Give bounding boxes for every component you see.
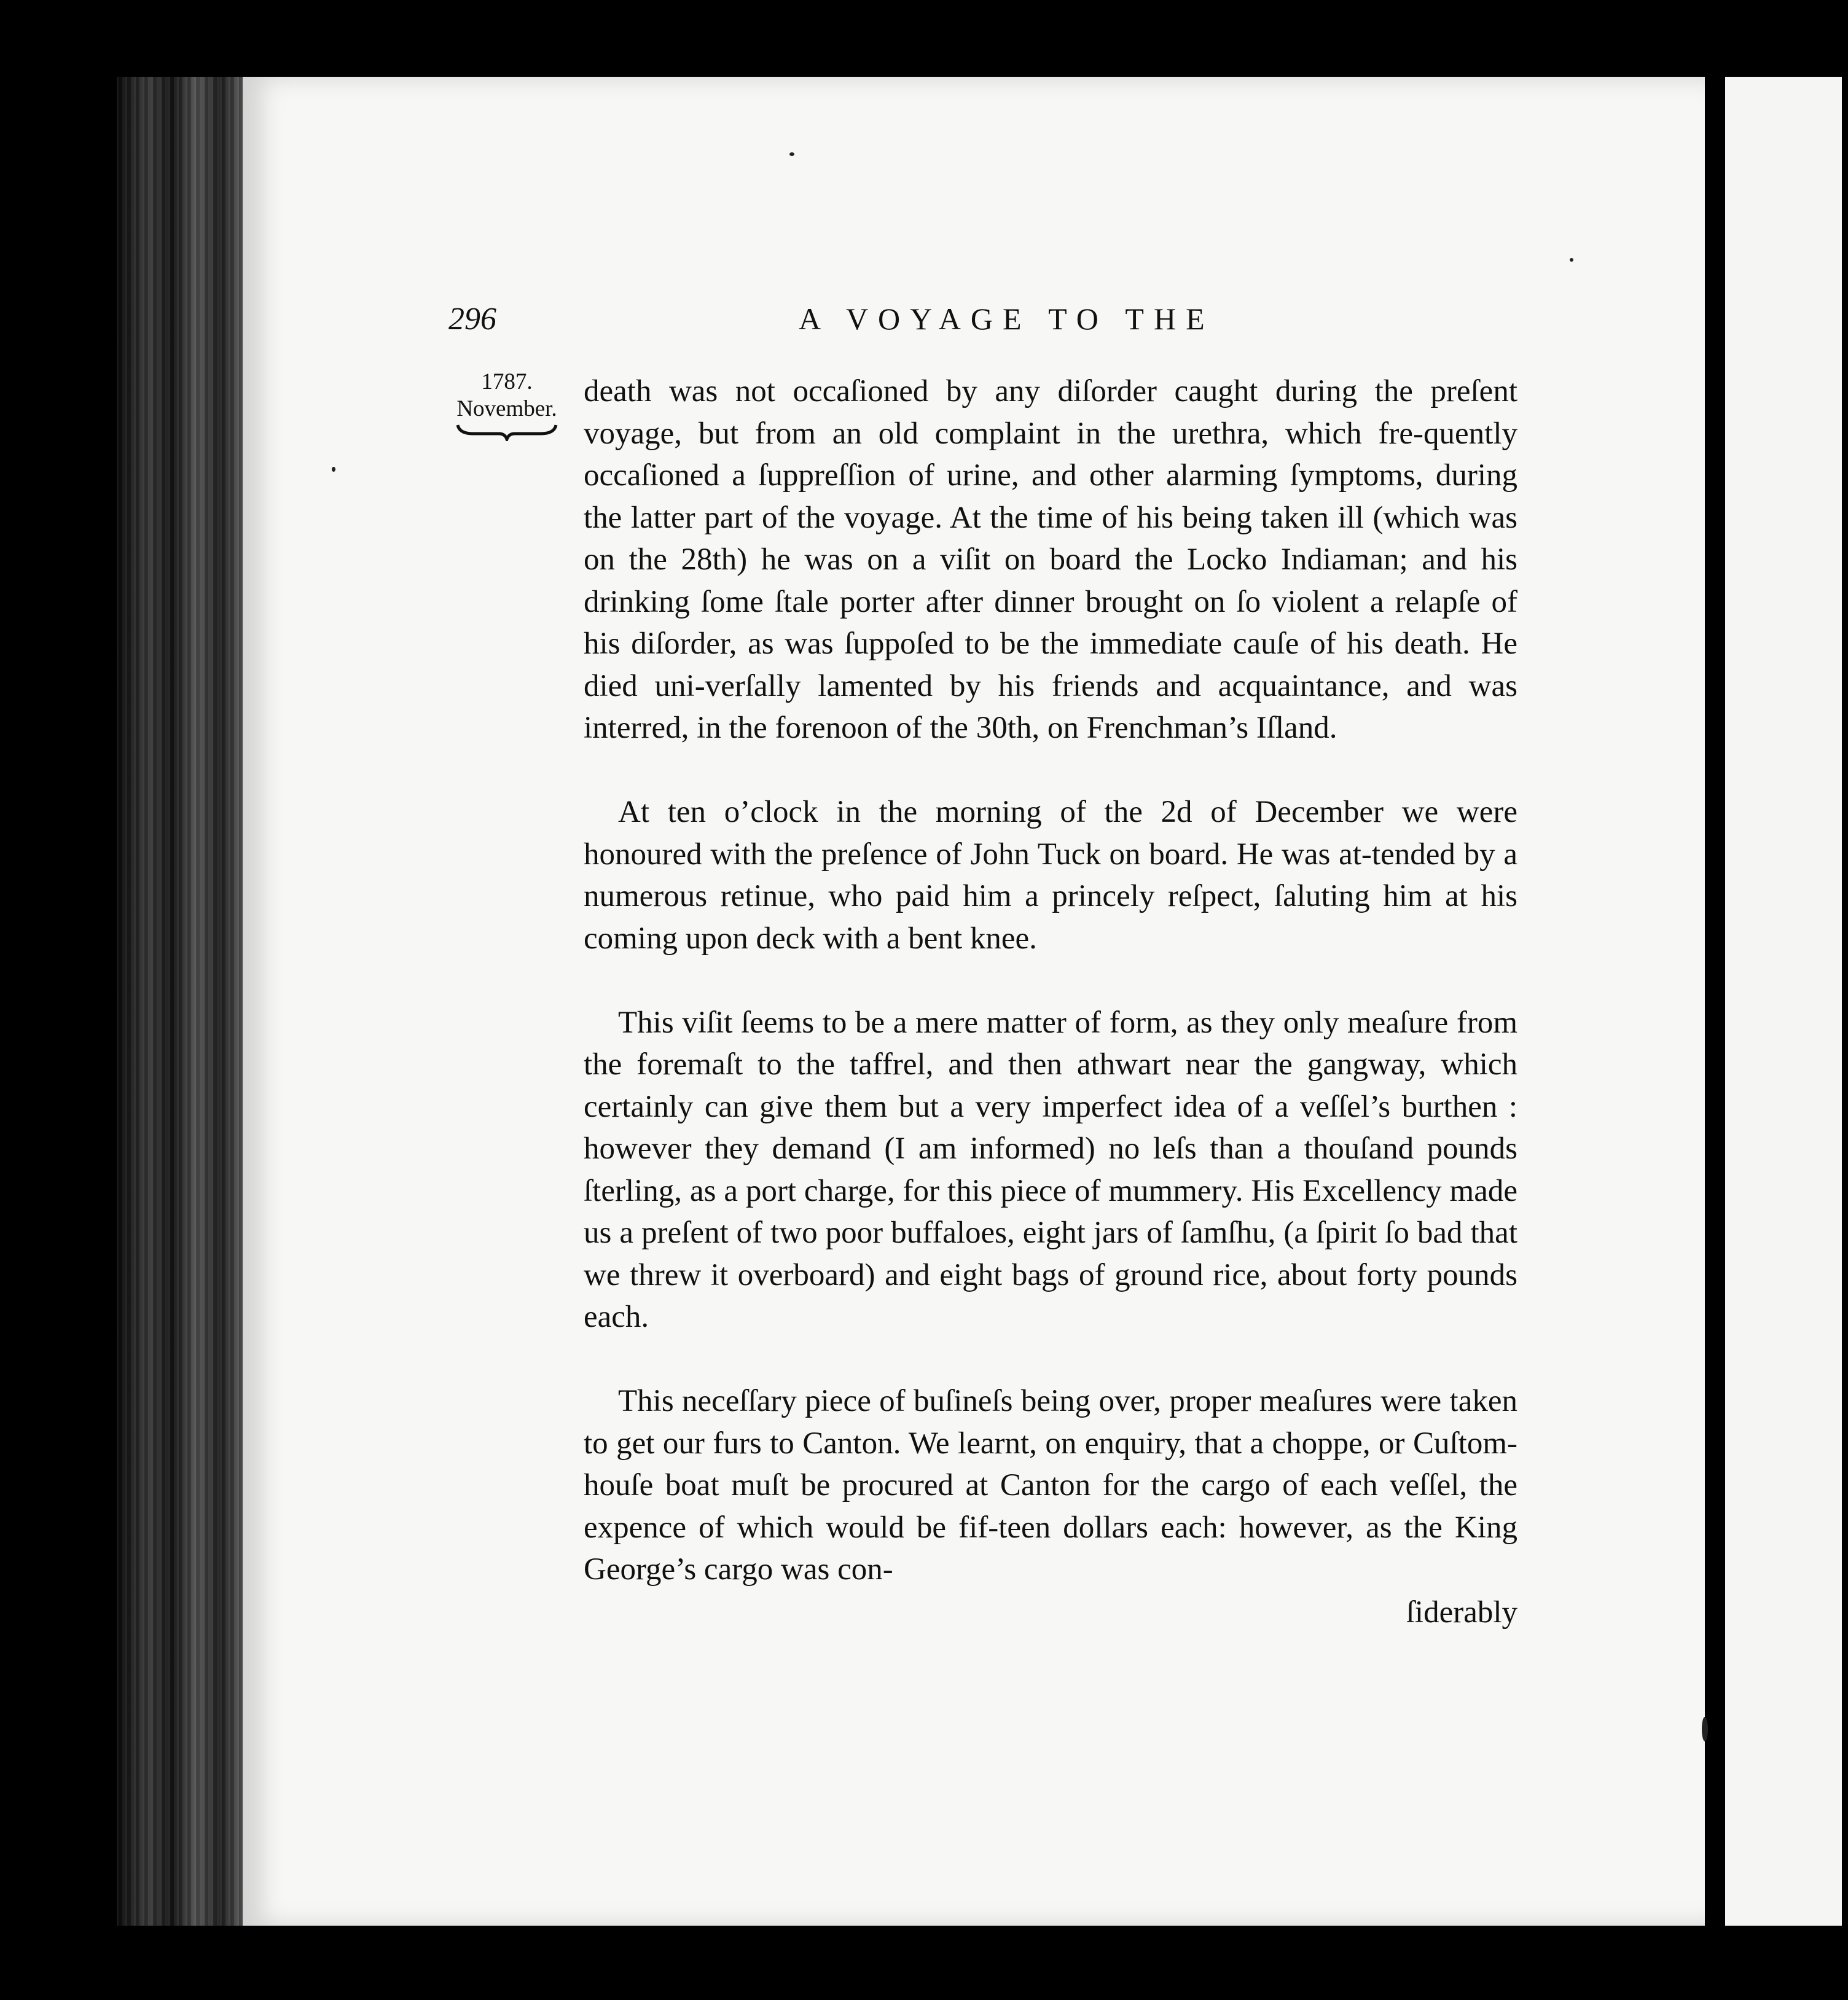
paragraph: This neceſſary piece of buſineſs being over, proper meaſures were taken to get our furs to Canton. We learnt, on enquiry, that a choppe, or Cuſtom-houſe boat muſt be procured at Canton for the cargo of each veſſel, the expence of which would be fif-teen dollars each: however, as the King George’s cargo was con- bbox=[584, 1384, 1517, 1587]
body-text bbox=[584, 370, 1517, 1630]
margin-date-note bbox=[452, 369, 562, 441]
page-header bbox=[448, 301, 1524, 356]
page-number: 296 bbox=[448, 302, 496, 337]
scan-speck bbox=[1702, 1717, 1708, 1741]
brace-ornament bbox=[455, 423, 559, 441]
scan-speck bbox=[789, 152, 794, 156]
paragraph: death was not occaſioned by any diſorder caught during the preſent voyage, but from an old complaint in the urethra, which fre-quently occaſioned a ſuppreſſion of urine, and other alarming ſymptoms, during the latter part of the voyage. At the time of his being taken ill (which was on the 28th) he was on a viſit on board the Locko Indiaman; and his drinking ſome ſtale porter after dinner brought on ſo violent a relapſe of his diſorder, as was ſuppoſed to be the immediate cauſe of his death. He died uni-verſally lamented by his friends and acquaintance, and was interred, in the forenoon of the 30th, on Frenchman’s Iſland. bbox=[584, 374, 1517, 745]
running-title: A VOYAGE TO THE bbox=[799, 302, 1215, 336]
scan-speck bbox=[1570, 258, 1573, 262]
sidenote-year: 1787. bbox=[481, 369, 533, 394]
paragraph: At ten o’clock in the morning of the 2d of December we were honoured with the preſence of John Tuck on board. He was at-tended by a numerous retinue, who paid him a princely reſpect, ſaluting him at his coming upon deck with a bent knee. bbox=[584, 795, 1517, 956]
paragraph: This viſit ſeems to be a mere matter of form, as they only meaſure from the foremaſt to the taffrel, and then athwart near the gangway, which certainly can give them but a very imperfect idea of a veſſel’s burthen : however they demand (I am informed) no leſs than a thouſand pounds ſterling, as a port charge, for this piece of mummery. His Excellency made us a preſent of two poor buffaloes, eight jars of ſamſhu, (a ſpirit ſo bad that we threw it overboard) and eight bags of ground rice, about forty pounds each. bbox=[584, 1005, 1517, 1334]
catchword: ſiderably bbox=[1406, 1595, 1517, 1630]
sidenote-month: November. bbox=[456, 396, 557, 421]
scan-speck bbox=[332, 467, 335, 472]
facing-page-edge bbox=[1725, 77, 1842, 1926]
